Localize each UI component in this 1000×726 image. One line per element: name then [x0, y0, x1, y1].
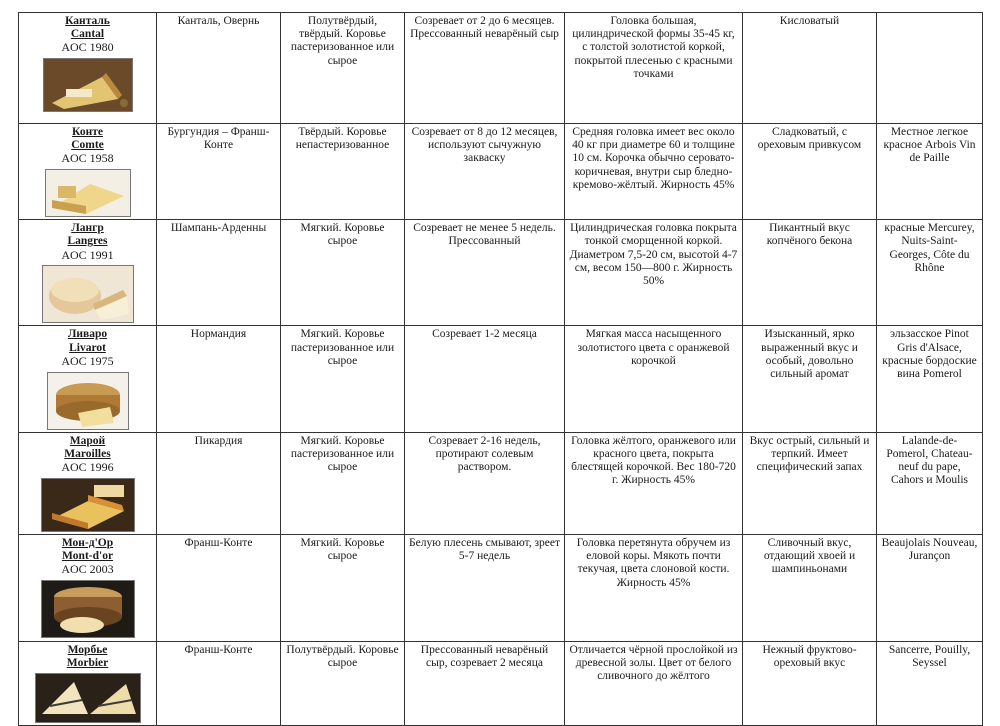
cheese-aoc: AOC 1996	[61, 460, 114, 475]
cheese-name-fr: Cantal	[70, 28, 105, 41]
aging-cell: Белую плесень смывают, зреет 5-7 недель	[405, 534, 565, 641]
cheese-name-fr: Mont-d'or	[61, 550, 114, 563]
cheese-aoc: AOC 1975	[61, 353, 114, 368]
table-row	[19, 13, 983, 124]
cheese-name-fr: Maroilles	[64, 447, 111, 460]
region-cell: Франш-Конте	[157, 534, 281, 641]
cheese-name-ru: Мон-д'Ор	[61, 536, 114, 549]
table-row	[19, 641, 983, 725]
cheese-name-ru: Ливаро	[67, 328, 108, 341]
cheese-name-fr: Comte	[71, 139, 104, 152]
cheese-name-ru: Марой	[69, 434, 106, 447]
aging-cell: Созревает 2-16 недель, протирают солевым раствором.	[405, 432, 565, 534]
aging-cell: Созревает от 2 до 6 месяцев. Прессованный неварёный сыр	[405, 13, 565, 124]
region-cell: Пикардия	[157, 432, 281, 534]
description-cell: Средняя головка имеет вес около 40 кг при диаметре 60 и толщине 10 см. Корочка обычно серовато-коричневая, внутри сыр бледно-кремово-жёлтый. Жирность 45%	[565, 124, 743, 220]
description-cell: Цилиндрическая головка покрыта тонкой сморщенной коркой. Диаметром 7,5-20 см, высотой 4-7 см, весом 150—800 г. Жирность 50%	[565, 220, 743, 326]
cheese-photo-cantal	[43, 58, 133, 112]
texture-cell: Мягкий. Коровье сырое	[281, 534, 405, 641]
table-row	[19, 326, 983, 432]
cheese-aoc: AOC 1991	[61, 247, 114, 262]
texture-cell: Полутвёрдый, твёрдый. Коровье пастеризованное или сырое	[281, 13, 405, 124]
aging-cell: Созревает не менее 5 недель. Прессованный	[405, 220, 565, 326]
taste-cell: Нежный фруктово-ореховый вкус	[743, 641, 877, 725]
cheese-aoc: AOC 1980	[61, 40, 114, 55]
region-cell: Бургундия – Франш-Конте	[157, 124, 281, 220]
texture-cell: Полутвёрдый. Коровье сырое	[281, 641, 405, 725]
cheese-name-ru: Лангр	[71, 222, 104, 235]
taste-cell: Пикантный вкус копчёного бекона	[743, 220, 877, 326]
cheese-name-cell	[19, 641, 157, 725]
cheese-name-ru: Морбье	[67, 643, 108, 656]
description-cell: Мягкая масса насыщенного золотистого цвета с оранжевой корочкой	[565, 326, 743, 432]
region-cell: Франш-Конте	[157, 641, 281, 725]
cheese-aoc: AOC 2003	[61, 562, 114, 577]
taste-cell: Сладковатый, с ореховым привкусом	[743, 124, 877, 220]
texture-cell: Мягкий. Коровье пастеризованное или сырое	[281, 326, 405, 432]
description-cell: Головка большая, цилиндрической формы 35-45 кг, с толстой золотистой коркой, покрытой плесенью с красными точками	[565, 13, 743, 124]
wine-cell: Sancerre, Pouilly, Seyssel	[877, 641, 983, 725]
cheese-name-cell	[19, 432, 157, 534]
texture-cell: Мягкий. Коровье пастеризованное или сырое	[281, 432, 405, 534]
wine-cell: эльзасское Pinot Gris d'Alsace, красные бордоские вина Pomerol	[877, 326, 983, 432]
aging-cell: Созревает 1-2 месяца	[405, 326, 565, 432]
aging-cell: Прессованный неварёный сыр, созревает 2 месяца	[405, 641, 565, 725]
aging-cell: Созревает от 8 до 12 месяцев, используют сычужную закваску	[405, 124, 565, 220]
wine-cell: красные Mercurey, Nuits-Saint-Georges, Côte du Rhône	[877, 220, 983, 326]
region-cell: Нормандия	[157, 326, 281, 432]
texture-cell: Твёрдый. Коровье непастеризованное	[281, 124, 405, 220]
taste-cell: Изысканный, ярко выраженный вкус и особый, довольно сильный аромат	[743, 326, 877, 432]
cheese-photo-comte	[45, 169, 131, 217]
cheese-name-cell	[19, 124, 157, 220]
wine-cell: Местное легкое красное Arbois Vin de Paille	[877, 124, 983, 220]
cheese-table	[18, 12, 983, 726]
region-cell: Канталь, Овернь	[157, 13, 281, 124]
description-cell: Головка жёлтого, оранжевого или красного цвета, покрыта блестящей корочкой. Вес 180-720 г. Жирность 45%	[565, 432, 743, 534]
cheese-photo-livarot	[47, 372, 129, 430]
cheese-name-ru: Конте	[72, 126, 103, 138]
cheese-aoc: AOC 1958	[61, 151, 114, 166]
description-cell: Головка перетянута обручем из еловой коры. Мякоть почти текучая, цвета слоновой кости. Жирность 45%	[565, 534, 743, 641]
cheese-photo-maroilles	[41, 478, 135, 532]
cheese-table-sheet	[18, 12, 983, 726]
cheese-name-fr: Livarot	[69, 341, 106, 354]
table-row	[19, 534, 983, 641]
cheese-name-cell	[19, 534, 157, 641]
cheese-photo-langres	[42, 265, 134, 323]
table-row	[19, 432, 983, 534]
cheese-photo-mont-dor	[41, 580, 135, 638]
cheese-photo-morbier	[35, 673, 141, 723]
texture-cell: Мягкий. Коровье сырое	[281, 220, 405, 326]
cheese-name-cell	[19, 326, 157, 432]
table-row	[19, 124, 983, 220]
cheese-name-cell	[19, 13, 157, 124]
cheese-name-cell	[19, 220, 157, 326]
wine-cell: Beaujolais Nouveau, Jurançon	[877, 534, 983, 641]
cheese-name-fr: Langres	[67, 235, 108, 248]
description-cell: Отличается чёрной прослойкой из древесной золы. Цвет от белого сливочного до жёлтого	[565, 641, 743, 725]
table-row	[19, 220, 983, 326]
wine-cell	[877, 13, 983, 124]
cheese-name-fr: Morbier	[66, 657, 109, 670]
cheese-name-ru: Канталь	[65, 15, 110, 27]
region-cell: Шампань-Арденны	[157, 220, 281, 326]
taste-cell: Сливочный вкус, отдающий хвоей и шампиньонами	[743, 534, 877, 641]
taste-cell: Вкус острый, сильный и терпкий. Имеет специфический запах	[743, 432, 877, 534]
taste-cell: Кисловатый	[743, 13, 877, 124]
wine-cell: Lalande-de-Pomerol, Chateau-neuf du pape, Cahors и Moulis	[877, 432, 983, 534]
